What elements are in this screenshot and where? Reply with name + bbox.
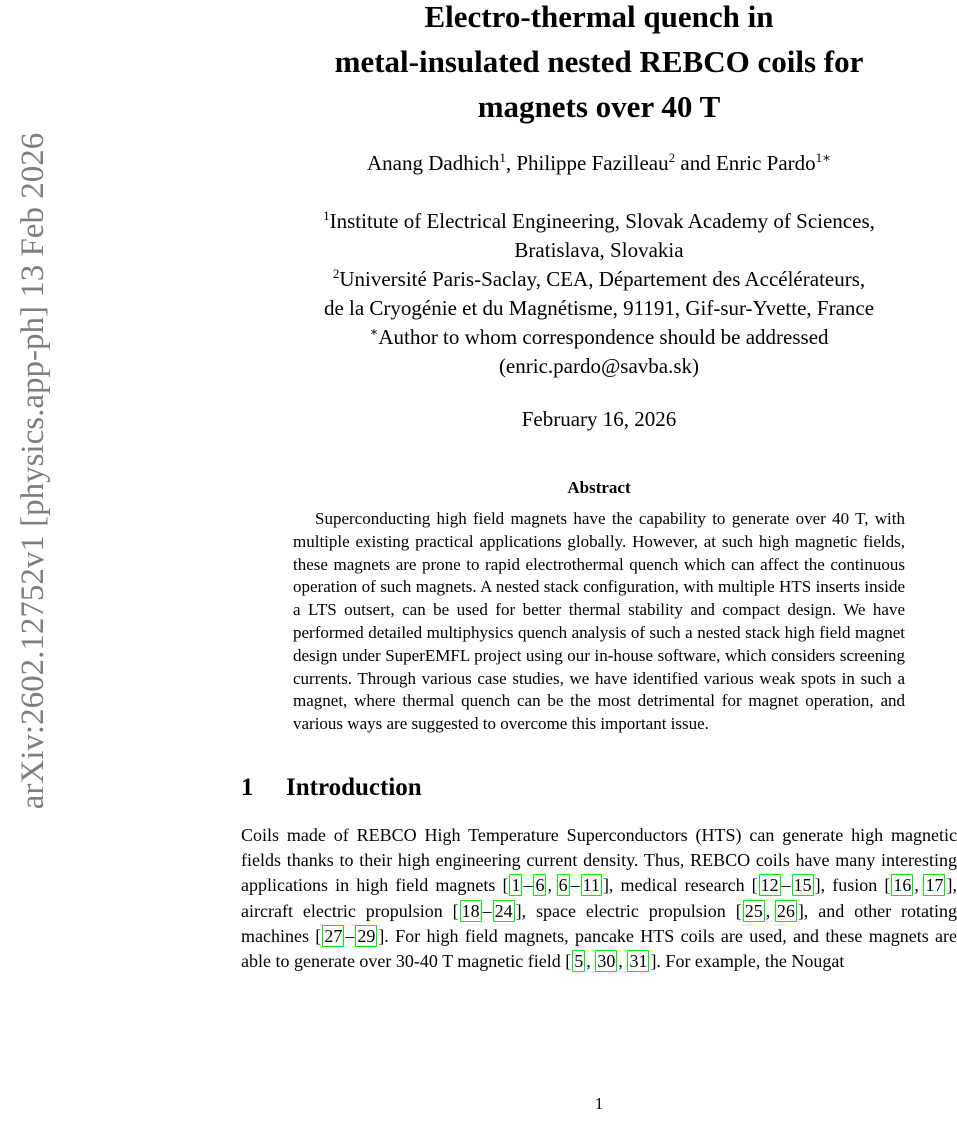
affiliation-line-2: [241, 236, 957, 265]
text-segment: and Enric Pardo: [675, 151, 816, 175]
text-segment: (enric.pardo@savba.sk): [498, 354, 700, 378]
citation-link[interactable]: 15: [793, 875, 812, 896]
text-segment: Institute of Electrical Engineering, Slovak Academy of Sciences,: [329, 209, 875, 233]
superscript: 1∗: [815, 150, 832, 165]
citation-link[interactable]: 12: [760, 875, 779, 896]
affiliation-line-3: [241, 265, 957, 294]
arxiv-watermark: arXiv:2602.12752v1 [physics.app-ph] 13 Feb 2026: [15, 132, 51, 810]
citation-link[interactable]: 11: [582, 875, 600, 896]
text-segment: ], fusion [: [814, 875, 891, 896]
affiliation-line-4: [241, 294, 957, 323]
superscript: 1: [323, 208, 330, 223]
citation-link[interactable]: 31: [629, 950, 648, 971]
affiliations-block: [241, 207, 957, 381]
text-segment: ], space electric propulsion [: [515, 900, 742, 921]
citation-link[interactable]: 24: [494, 900, 513, 921]
text-segment: de la Cryogénie et du Magnétisme, 91191, Gif-sur-Yvette, France: [323, 296, 875, 320]
introduction-paragraph: [241, 823, 957, 974]
text-segment: Coils made of REBCO High Temperature Superconductors (HTS) can generate high magnetic fields thanks to their high engineering current density. Thus, REBCO coils have many interesting applications in high field magnets [: [241, 824, 957, 896]
citation-link[interactable]: 16: [893, 875, 912, 896]
text-segment: ]. For high field magnets, pancake HTS coils are used, and these magnets are able to generate over 30-40 T magnetic field [: [241, 925, 957, 971]
correspondence-email: [241, 352, 957, 381]
page-number: 1: [594, 1094, 604, 1113]
citation-link[interactable]: 1: [511, 875, 521, 896]
text-segment: ,: [618, 950, 627, 971]
text-segment: Author to whom correspondence should be addressed: [378, 325, 829, 349]
citation-link[interactable]: 25: [744, 900, 763, 921]
citation-link[interactable]: 18: [461, 900, 480, 921]
citation-link[interactable]: 26: [776, 900, 795, 921]
text-segment: –: [570, 875, 580, 896]
correspondence-note: [241, 323, 957, 352]
text-segment: Université Paris-Saclay, CEA, Département des Accélérateurs,: [339, 267, 866, 291]
citation-link[interactable]: 6: [535, 875, 545, 896]
abstract-heading: Abstract: [567, 478, 631, 497]
text-segment: ,: [586, 950, 595, 971]
paper-date: February 16, 2026: [521, 407, 677, 431]
text-segment: ], and other rotating machines [: [241, 900, 957, 946]
citation-link[interactable]: 17: [925, 875, 944, 896]
superscript: 2: [668, 150, 676, 165]
paper-title-line-3: magnets over 40 T: [477, 89, 721, 124]
superscript: 1: [499, 150, 506, 165]
text-segment: ], medical research [: [602, 875, 758, 896]
section-heading-introduction: [241, 774, 957, 802]
text-segment: ]. For example, the Nougat: [650, 950, 845, 971]
citation-link[interactable]: 5: [574, 950, 584, 971]
citation-link[interactable]: 27: [324, 925, 343, 946]
superscript: 2: [332, 266, 340, 281]
citation-link[interactable]: 6: [558, 875, 568, 896]
text-segment: Bratislava, Slovakia: [514, 238, 684, 262]
paper-title-line-2: metal-insulated nested REBCO coils for: [334, 44, 864, 79]
section-title: Introduction: [286, 773, 422, 801]
paper-title: [241, 0, 957, 129]
text-segment: –: [345, 925, 355, 946]
text-segment: Anang Dadhich: [366, 151, 500, 175]
text-segment: , Philippe Fazilleau: [505, 151, 669, 175]
paper-page: [241, 0, 957, 974]
paper-title-line-1: Electro-thermal quench in: [424, 0, 774, 34]
citation-link[interactable]: 29: [357, 925, 376, 946]
citation-link[interactable]: 30: [597, 950, 616, 971]
text-segment: ,: [547, 875, 556, 896]
authors-line: [241, 151, 957, 176]
text-segment: –: [781, 875, 791, 896]
section-number: 1: [241, 773, 254, 801]
text-segment: ,: [914, 875, 923, 896]
affiliation-line-1: [241, 207, 957, 236]
text-segment: –: [482, 900, 492, 921]
abstract-text: Superconducting high field magnets have the capability to generate over 40 T, with multiple existing practical applications globally. However, at such high magnetic fields, these magnets are prone to rapid electrothermal quench which can affect the continuous operation of such magnets. A nested stack configuration, with multiple HTS inserts inside a LTS outsert, can be used for better thermal stability and compact design. We have performed detailed multiphysics quench analysis of such a nested stack high field magnet design under SuperEMFL project using our in-house software, which considers screening currents. Through various case studies, we have identified various weak spots in such a magnet, where thermal quench can be the most detrimental for magnet operation, and various ways are suggested to overcome this important issue.: [293, 509, 905, 734]
text-segment: –: [523, 875, 533, 896]
superscript: ∗: [369, 324, 379, 339]
text-segment: ,: [765, 900, 774, 921]
text-segment: ], aircraft electric propulsion [: [241, 875, 957, 921]
